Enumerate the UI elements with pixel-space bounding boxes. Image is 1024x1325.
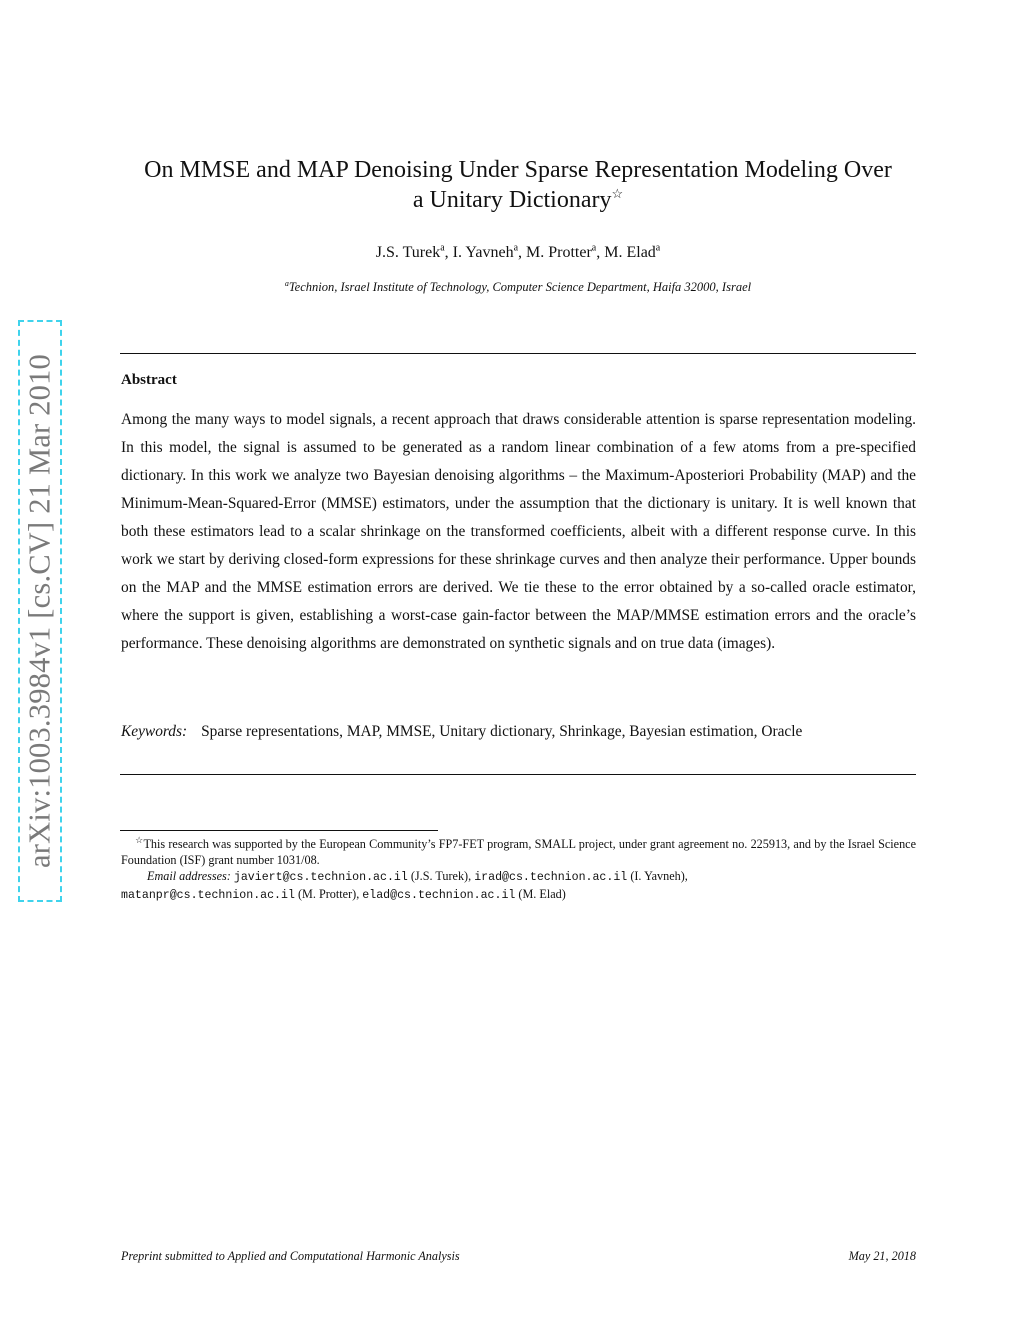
affiliation-text: Technion, Israel Institute of Technology, Computer Science Department, Haifa 32000, Israel — [288, 280, 752, 294]
affiliation-mark: a — [284, 278, 289, 288]
footer-date: May 21, 2018 — [848, 1249, 916, 1263]
abstract-heading: Abstract — [121, 372, 177, 388]
paper-title — [120, 155, 916, 215]
author-name: I. Yavneh — [452, 244, 514, 261]
keywords-text: Sparse representations, MAP, MMSE, Unitary dictionary, Shrinkage, Bayesian estimation, Oracle — [201, 723, 803, 740]
author-name: M. Protter — [526, 244, 592, 261]
affiliation — [120, 280, 916, 295]
abstract-text: Among the many ways to model signals, a recent approach that draws considerable attention is sparse representation modeling. In this model, the signal is assumed to be generated as a random linear combination of a few atoms from a pre-specified dictionary. In this work we analyze two Bayesian denoising algorithms – the Maximum-Aposteriori Probability (MAP) and the Minimum-Mean-Squared-Error (MMSE) estimators, under the assumption that the dictionary is unitary. It is well known that both these estimators lead to a scalar shrinkage on the transformed coefficients, albeit with a different response curve. In this work we start by deriving closed-form expressions for these shrinkage curves and then analyze their performance. Upper bounds on the MAP and the MMSE estimation errors are derived. We tie these to the error obtained by a so-called oracle estimator, where the support is given, establishing a worst-case gain-factor between the MAP/MMSE estimation errors and the oracle’s performance. These denoising algorithms are demonstrated on synthetic signals and on true data (images). — [121, 411, 916, 652]
funding-footnote-mark: ☆ — [135, 834, 144, 845]
footnote-rule — [120, 830, 438, 831]
funding-footnote — [121, 836, 916, 868]
footnotes — [121, 836, 916, 904]
arxiv-stamp[interactable] — [18, 320, 62, 902]
author-name: J.S. Turek — [375, 244, 441, 261]
author-affiliation-mark[interactable]: a — [440, 242, 445, 254]
email-label: Email addresses: — [147, 869, 231, 883]
email-link[interactable]: javiert@cs.technion.ac.il — [233, 871, 408, 884]
email-owner: (M. Elad) — [518, 887, 566, 901]
keywords — [121, 721, 916, 743]
email-footnote — [121, 868, 916, 904]
email-owner: (J.S. Turek), — [410, 869, 472, 883]
author-affiliation-mark[interactable]: a — [591, 242, 597, 254]
title-line-1: On MMSE and MAP Denoising Under Sparse Representation Modeling Over — [144, 157, 892, 183]
funding-footnote-text: This research was supported by the European Community’s FP7-FET program, SMALL project, under grant agreement no. 225913, and by the Israel Science Foundation (ISF) grant number 1031/08. — [121, 837, 916, 867]
footer-submission-note: Preprint submitted to Applied and Computational Harmonic Analysis — [121, 1249, 460, 1263]
abstract-bottom-rule — [120, 774, 916, 775]
author-list: J.S. Turek$^a$, I. Yavneh$^a$, M. Protter$^a$, M. Elad$^a$ — [375, 242, 661, 261]
arxiv-stamp-text: arXiv:1003.3984v1 [cs.CV] 21 Mar 2010 — [22, 354, 57, 868]
keywords-label: Keywords: — [121, 723, 188, 740]
email-link[interactable]: matanpr@cs.technion.ac.il — [121, 889, 295, 902]
author-affiliation-mark[interactable]: a — [513, 242, 519, 254]
title-line-2: a Unitary Dictionary — [412, 187, 612, 213]
author-affiliation-mark[interactable]: a — [655, 242, 661, 254]
abstract-top-rule — [120, 353, 916, 354]
email-link[interactable]: irad@cs.technion.ac.il — [474, 871, 628, 884]
email-owner: (M. Protter), — [297, 887, 360, 901]
title-footnote-mark[interactable]: ☆ — [611, 186, 624, 201]
email-owner: (I. Yavneh), — [630, 869, 688, 883]
email-link[interactable]: elad@cs.technion.ac.il — [362, 889, 516, 902]
author-name: M. Elad — [604, 244, 656, 261]
